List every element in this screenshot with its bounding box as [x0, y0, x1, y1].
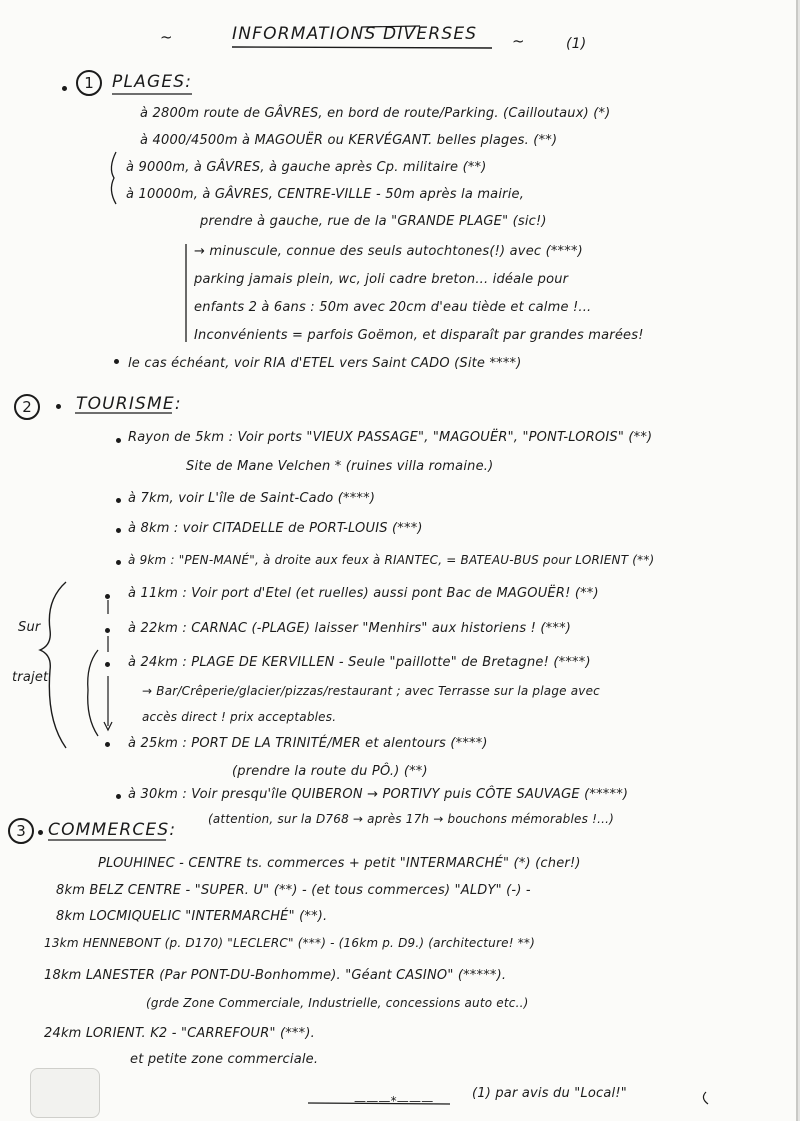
- bullet: [116, 794, 121, 799]
- commerces-line: 13km HENNEBONT (p. D170) "LECLERC" (***) - (16km p. D9.) (architecture! **): [44, 936, 535, 950]
- tourisme-line: à 11km : Voir port d'Etel (et ruelles) aussi pont Bac de MAGOUËR! (**): [128, 586, 599, 601]
- page-title: INFORMATIONS DIVERSES: [232, 24, 478, 44]
- plages-line: prendre à gauche, rue de la "GRANDE PLAGE" (sic!): [200, 214, 547, 229]
- commerces-line: et petite zone commerciale.: [130, 1052, 319, 1067]
- tourisme-line: Site de Mane Velchen * (ruines villa romaine.): [186, 459, 494, 474]
- bullet: [105, 662, 110, 667]
- commerces-line: (grde Zone Commerciale, Industrielle, concessions auto etc..): [146, 996, 529, 1010]
- bullet: [105, 628, 110, 633]
- side-label-sur: Sur: [18, 620, 41, 635]
- side-label-trajet: trajet: [12, 670, 49, 685]
- commerces-line: 24km LORIENT. K2 - "CARREFOUR" (***).: [44, 1026, 315, 1041]
- plages-line: à 9000m, à GÂVRES, à gauche après Cp. militaire (**): [126, 160, 487, 175]
- tourisme-line: à 8km : voir CITADELLE de PORT-LOUIS (***): [128, 521, 423, 536]
- footnote: (1) par avis du "Local!": [472, 1086, 627, 1101]
- tourisme-line: accès direct ! prix acceptables.: [142, 710, 337, 724]
- bullet: [114, 359, 119, 364]
- bullet: [116, 528, 121, 533]
- commerces-line: 18km LANESTER (Par PONT-DU-Bonhomme). "Géant CASINO" (*****).: [44, 968, 507, 983]
- tourisme-line: à 9km : "PEN-MANÉ", à droite aux feux à RIANTEC, = BATEAU-BUS pour LORIENT (**): [128, 553, 655, 567]
- bullet: [116, 560, 121, 565]
- tourisme-line: à 30km : Voir presqu'île QUIBERON → PORTIVY puis CÔTE SAUVAGE (*****): [128, 787, 629, 802]
- commerces-line: 8km BELZ CENTRE - "SUPER. U" (**) - (et tous commerces) "ALDY" (-) -: [56, 883, 531, 898]
- section-number-3: 3: [8, 818, 34, 844]
- tourisme-line: Rayon de 5km : Voir ports "VIEUX PASSAGE", "MAGOUËR", "PONT-LOROIS" (**): [128, 430, 653, 445]
- bullet: [105, 742, 110, 747]
- title-dash-left: ~: [160, 28, 173, 46]
- section-number-1: 1: [76, 70, 102, 96]
- bullet: [105, 594, 110, 599]
- tourisme-line: à 24km : PLAGE DE KERVILLEN - Seule "paillotte" de Bretagne! (****): [128, 655, 591, 670]
- plages-line: enfants 2 à 6ans : 50m avec 20cm d'eau tiède et calme !...: [194, 300, 592, 315]
- section-number-2: 2: [14, 394, 40, 420]
- section-title-commerces: COMMERCES:: [48, 820, 177, 840]
- bullet: [38, 830, 43, 835]
- plages-line: le cas échéant, voir RIA d'ETEL vers Saint CADO (Site ****): [128, 356, 522, 371]
- plages-line: Inconvénients = parfois Goëmon, et disparaît par grandes marées!: [194, 328, 644, 343]
- tourisme-line: (prendre la route du PÔ.) (**): [232, 764, 428, 779]
- commerces-line: 8km LOCMIQUELIC "INTERMARCHÉ" (**).: [56, 909, 328, 924]
- plages-line: parking jamais plein, wc, joli cadre breton... idéale pour: [194, 272, 569, 287]
- tourisme-line: à 25km : PORT DE LA TRINITÉ/MER et alentours (****): [128, 736, 488, 751]
- plages-line: à 10000m, à GÂVRES, CENTRE-VILLE - 50m après la mairie,: [126, 187, 525, 202]
- section-title-tourisme: TOURISME:: [76, 394, 182, 414]
- bullet: [62, 86, 67, 91]
- tourisme-line: à 22km : CARNAC (-PLAGE) laisser "Menhirs" aux historiens ! (***): [128, 621, 572, 636]
- plages-line: à 4000/4500m à MAGOUËR ou KERVÉGANT. belles plages. (**): [140, 133, 558, 148]
- title-dash-right: ~: [512, 32, 525, 50]
- bottom-separator: ———*———: [354, 1094, 434, 1108]
- footnote-reference: (1): [566, 36, 587, 52]
- bullet: [116, 498, 121, 503]
- tourisme-line: → Bar/Crêperie/glacier/pizzas/restaurant ; avec Terrasse sur la plage avec: [142, 684, 600, 698]
- paper-corner-tab: [30, 1068, 100, 1118]
- plages-line: → minuscule, connue des seuls autochtones(!) avec (****): [194, 244, 583, 259]
- plages-line: à 2800m route de GÂVRES, en bord de route/Parking. (Cailloutaux) (*): [140, 106, 611, 121]
- commerces-line: PLOUHINEC - CENTRE ts. commerces + petit "INTERMARCHÉ" (*) (cher!): [98, 856, 581, 871]
- section-title-plages: PLAGES:: [112, 72, 193, 92]
- tourisme-line: à 7km, voir L'île de Saint-Cado (****): [128, 491, 376, 506]
- tourisme-line: (attention, sur la D768 → après 17h → bouchons mémorables !...): [208, 812, 615, 826]
- bullet: [56, 404, 61, 409]
- bullet: [116, 438, 121, 443]
